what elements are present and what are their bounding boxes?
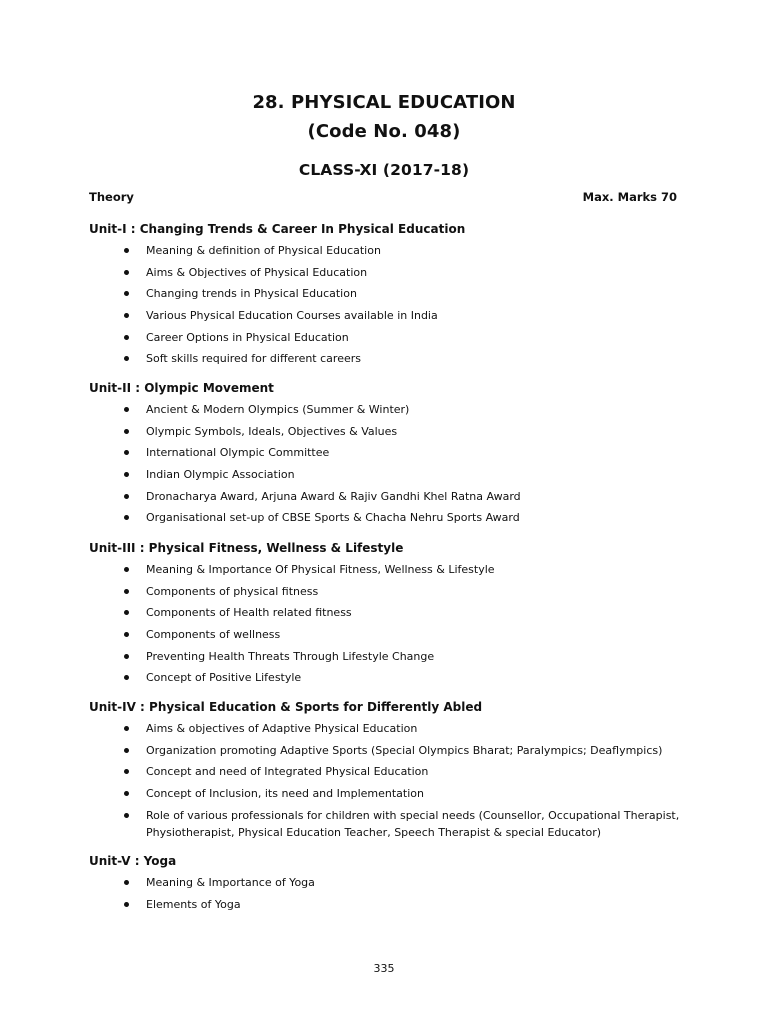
unit-section <box>89 853 689 917</box>
topic-text: Dronacharya Award, Arjuna Award & Rajiv Gandhi Khel Ratna Award <box>146 489 521 503</box>
subject-code: (Code No. 048) <box>307 121 461 142</box>
list-item <box>89 285 689 302</box>
unit-heading: Unit-V : Yoga <box>89 854 177 868</box>
list-item <box>89 874 689 891</box>
list-item <box>89 307 689 324</box>
bullet-icon <box>124 880 129 885</box>
bullet-icon <box>124 494 129 499</box>
topic-text: Role of various professionals for children with special needs (Counsellor, Occupational Therapist, Physiotherapist, Physical Education Teacher, Speech Therapist & special Educator) <box>146 808 680 839</box>
unit-topic-list <box>89 874 689 913</box>
unit-section <box>89 221 689 372</box>
list-item <box>89 401 689 418</box>
bullet-icon <box>124 675 129 680</box>
topic-text: Ancient & Modern Olympics (Summer & Winter) <box>146 403 410 416</box>
list-item <box>89 242 689 259</box>
list-item <box>89 423 689 440</box>
topic-text: Changing trends in Physical Education <box>146 287 357 301</box>
list-item <box>89 466 689 483</box>
topic-text: Meaning & definition of Physical Education <box>146 244 381 257</box>
list-item <box>89 509 689 526</box>
unit-topic-list <box>89 561 689 686</box>
topic-text: Meaning & Importance Of Physical Fitness, Wellness & Lifestyle <box>146 563 495 576</box>
topic-text: Indian Olympic Association <box>146 468 295 482</box>
bullet-icon <box>124 515 129 520</box>
topic-text: Concept of Positive Lifestyle <box>146 671 302 685</box>
topic-text: Components of wellness <box>146 628 281 642</box>
theory-label: Theory <box>89 190 134 204</box>
unit-heading: Unit-II : Olympic Movement <box>89 381 274 395</box>
list-item <box>89 763 689 780</box>
unit-section <box>89 699 689 845</box>
bullet-icon <box>124 632 129 637</box>
bullet-icon <box>124 429 129 434</box>
bullet-icon <box>124 902 129 907</box>
unit-heading: Unit-I : Changing Trends & Career In Physical Education <box>89 222 466 236</box>
list-item <box>89 626 689 643</box>
unit-section <box>89 540 689 691</box>
class-heading: CLASS-XI (2017-18) <box>298 161 470 179</box>
topic-text: Soft skills required for different careers <box>146 352 361 366</box>
topic-text: Various Physical Education Courses available in India <box>146 309 438 323</box>
list-item <box>89 720 689 737</box>
bullet-icon <box>124 791 129 796</box>
topic-text: Preventing Health Threats Through Lifestyle Change <box>146 649 435 663</box>
list-item <box>89 604 689 621</box>
list-item <box>89 648 689 665</box>
bullet-icon <box>124 726 129 731</box>
bullet-icon <box>124 813 129 818</box>
list-item <box>89 807 689 841</box>
bullet-icon <box>124 748 129 753</box>
topic-text: Elements of Yoga <box>146 897 241 911</box>
unit-topic-list <box>89 401 689 526</box>
unit-topic-list <box>89 242 689 367</box>
topic-text: Olympic Symbols, Ideals, Objectives & Values <box>146 424 398 438</box>
topic-text: Meaning & Importance of Yoga <box>146 876 315 889</box>
list-item <box>89 264 689 281</box>
unit-topic-list <box>89 720 689 841</box>
list-item <box>89 583 689 600</box>
topic-text: Concept and need of Integrated Physical Education <box>146 765 429 779</box>
bullet-icon <box>124 472 129 477</box>
bullet-icon <box>124 270 129 275</box>
unit-heading: Unit-III : Physical Fitness, Wellness & Lifestyle <box>89 541 404 555</box>
bullet-icon <box>124 248 129 253</box>
bullet-icon <box>124 313 129 318</box>
bullet-icon <box>124 291 129 296</box>
unit-heading: Unit-IV : Physical Education & Sports for Differently Abled <box>89 700 483 714</box>
list-item <box>89 488 689 505</box>
bullet-icon <box>124 335 129 340</box>
topic-text: International Olympic Committee <box>146 446 330 460</box>
bullet-icon <box>124 356 129 361</box>
page-title: 28. PHYSICAL EDUCATION <box>252 92 516 113</box>
page-number: 335 <box>373 962 395 975</box>
bullet-icon <box>124 407 129 412</box>
list-item <box>89 785 689 802</box>
list-item <box>89 742 689 759</box>
topic-text: Concept of Inclusion, its need and Implementation <box>146 787 424 801</box>
topic-text: Components of Health related fitness <box>146 606 352 620</box>
bullet-icon <box>124 769 129 774</box>
unit-section <box>89 380 689 531</box>
topic-text: Aims & objectives of Adaptive Physical Education <box>146 722 418 735</box>
topic-text: Organisational set-up of CBSE Sports & Chacha Nehru Sports Award <box>146 511 520 525</box>
bullet-icon <box>124 654 129 659</box>
list-item <box>89 350 689 367</box>
list-item <box>89 329 689 346</box>
bullet-icon <box>124 567 129 572</box>
bullet-icon <box>124 610 129 615</box>
bullet-icon <box>124 450 129 455</box>
topic-text: Organization promoting Adaptive Sports (Special Olympics Bharat; Paralympics; Deaflympics) <box>146 743 663 757</box>
topic-text: Aims & Objectives of Physical Education <box>146 265 368 279</box>
topic-text: Components of physical fitness <box>146 584 319 598</box>
max-marks-label: Max. Marks 70 <box>582 190 677 204</box>
list-item <box>89 561 689 578</box>
list-item <box>89 444 689 461</box>
bullet-icon <box>124 589 129 594</box>
list-item <box>89 669 689 686</box>
topic-text: Career Options in Physical Education <box>146 330 349 344</box>
list-item <box>89 896 689 913</box>
